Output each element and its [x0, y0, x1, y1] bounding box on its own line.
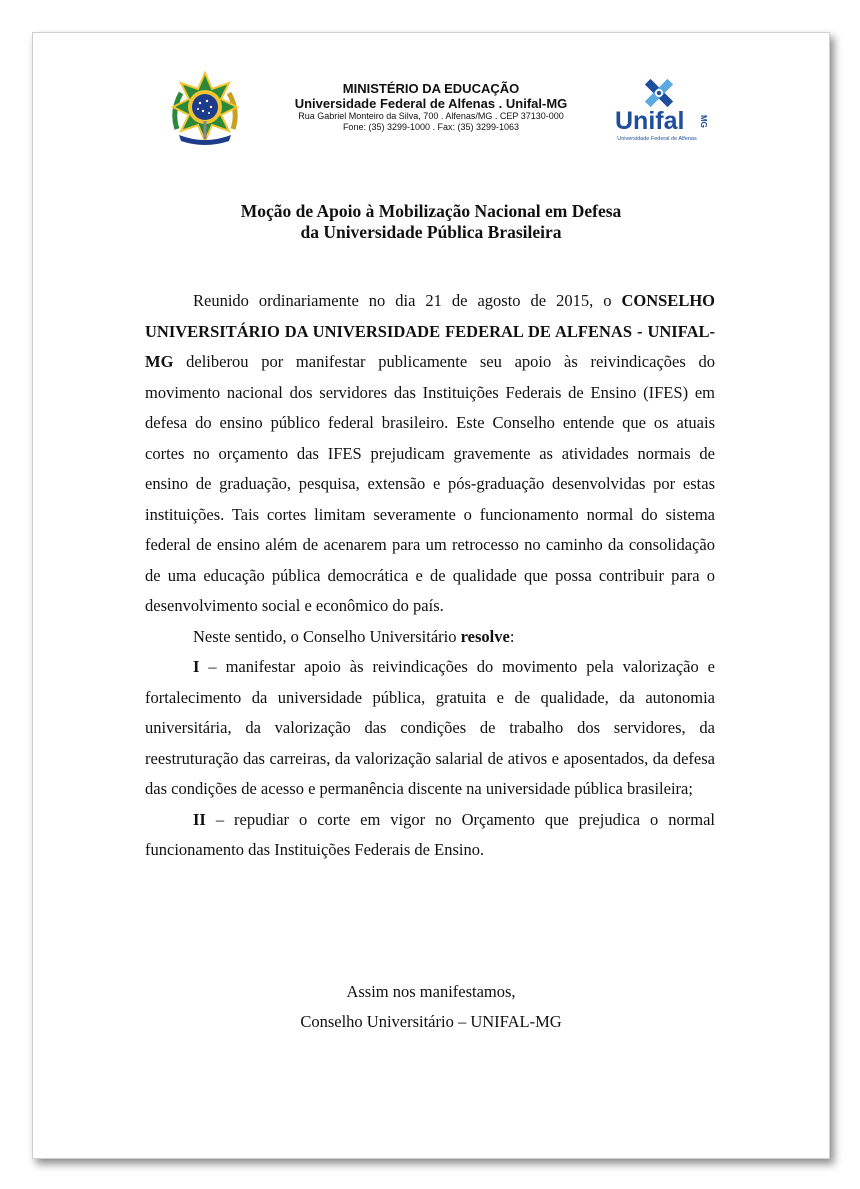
paragraph-1	[145, 286, 715, 622]
item-2-numeral: II	[193, 809, 206, 829]
logo-wordmark: Unifal	[615, 107, 685, 135]
p1-text-a: Reunido ordinariamente no dia 21 de agosto de 2015, o	[193, 291, 622, 310]
title-line-2: da Universidade Pública Brasileira	[300, 222, 562, 242]
item-2-text: – repudiar o corte em vigor no Orçamento que prejudica o normal funcionamento das Instituições Federais de Ensino.	[145, 809, 715, 859]
resolution-item-1	[145, 652, 715, 805]
paragraph-2	[145, 622, 715, 653]
item-1-numeral: I	[193, 657, 200, 676]
brazil-coat-of-arms-icon	[167, 71, 243, 147]
title-line-1: Moção de Apoio à Mobilização Nacional em Defesa	[240, 201, 622, 221]
item-1-text: – manifestar apoio às reivindicações do movimento pela valorização e fortalecimento da universidade pública, gratuita e de qualidade, da autonomia universitária, da valorização das condições de trabalho dos servidores, da reestruturação das carreiras, da valorização salarial de ativos e aposentados, da defesa das condições de acesso e permanência discente na universidade pública brasileira;	[145, 657, 715, 798]
letterhead	[33, 33, 829, 153]
logo-caption: Universidade Federal de Alfenas	[617, 136, 697, 142]
signature-line: Conselho Universitário – UNIFAL-MG	[300, 1012, 562, 1031]
document-body	[145, 286, 715, 866]
council-name: CONSELHO UNIVERSITÁRIO DA UNIVERSIDADE FEDERAL DE ALFENAS - UNIFAL-MG	[145, 291, 715, 371]
p2-text-c: :	[509, 626, 515, 646]
unifal-logo-icon	[609, 71, 709, 147]
ministry-name: MINISTÉRIO DA EDUCAÇÃO	[342, 81, 520, 96]
document-title	[153, 201, 709, 243]
resolution-item-2	[145, 805, 715, 866]
resolve-word: resolve	[460, 626, 510, 646]
document-page	[32, 32, 830, 1159]
closing-block	[133, 977, 729, 1037]
p2-text-a: Neste sentido, o Conselho Universitário	[193, 626, 461, 646]
logo-suffix: MG	[699, 115, 708, 128]
institution-block	[276, 81, 586, 133]
address: Rua Gabriel Monteiro da Silva, 700 . Alfenas/MG . CEP 37130-000	[298, 111, 564, 121]
p1-text-c: deliberou por manifestar publicamente seu apoio às reivindicações do movimento nacional dos servidores das Instituições Federais de Ensino (IFES) em defesa do ensino público federal brasileiro. Este Conselho entende que os atuais cortes no orçamento das IFES prejudicam gravemente as atividades normais de ensino de graduação, pesquisa, extensão e pós-graduação desenvolvidas por estas instituições. Tais cortes limitam severamente o funcionamento normal do sistema federal de ensino além de acenarem para um retrocesso no caminho da consolidação de uma educação pública democrática e de qualidade que possa contribuir para o desenvolvimento social e econômico do país.	[145, 352, 715, 615]
closing-line-1: Assim nos manifestamos,	[346, 982, 516, 1001]
university-name: Universidade Federal de Alfenas . Unifal-MG	[294, 96, 568, 111]
phone: Fone: (35) 3299-1000 . Fax: (35) 3299-1063	[342, 122, 520, 132]
